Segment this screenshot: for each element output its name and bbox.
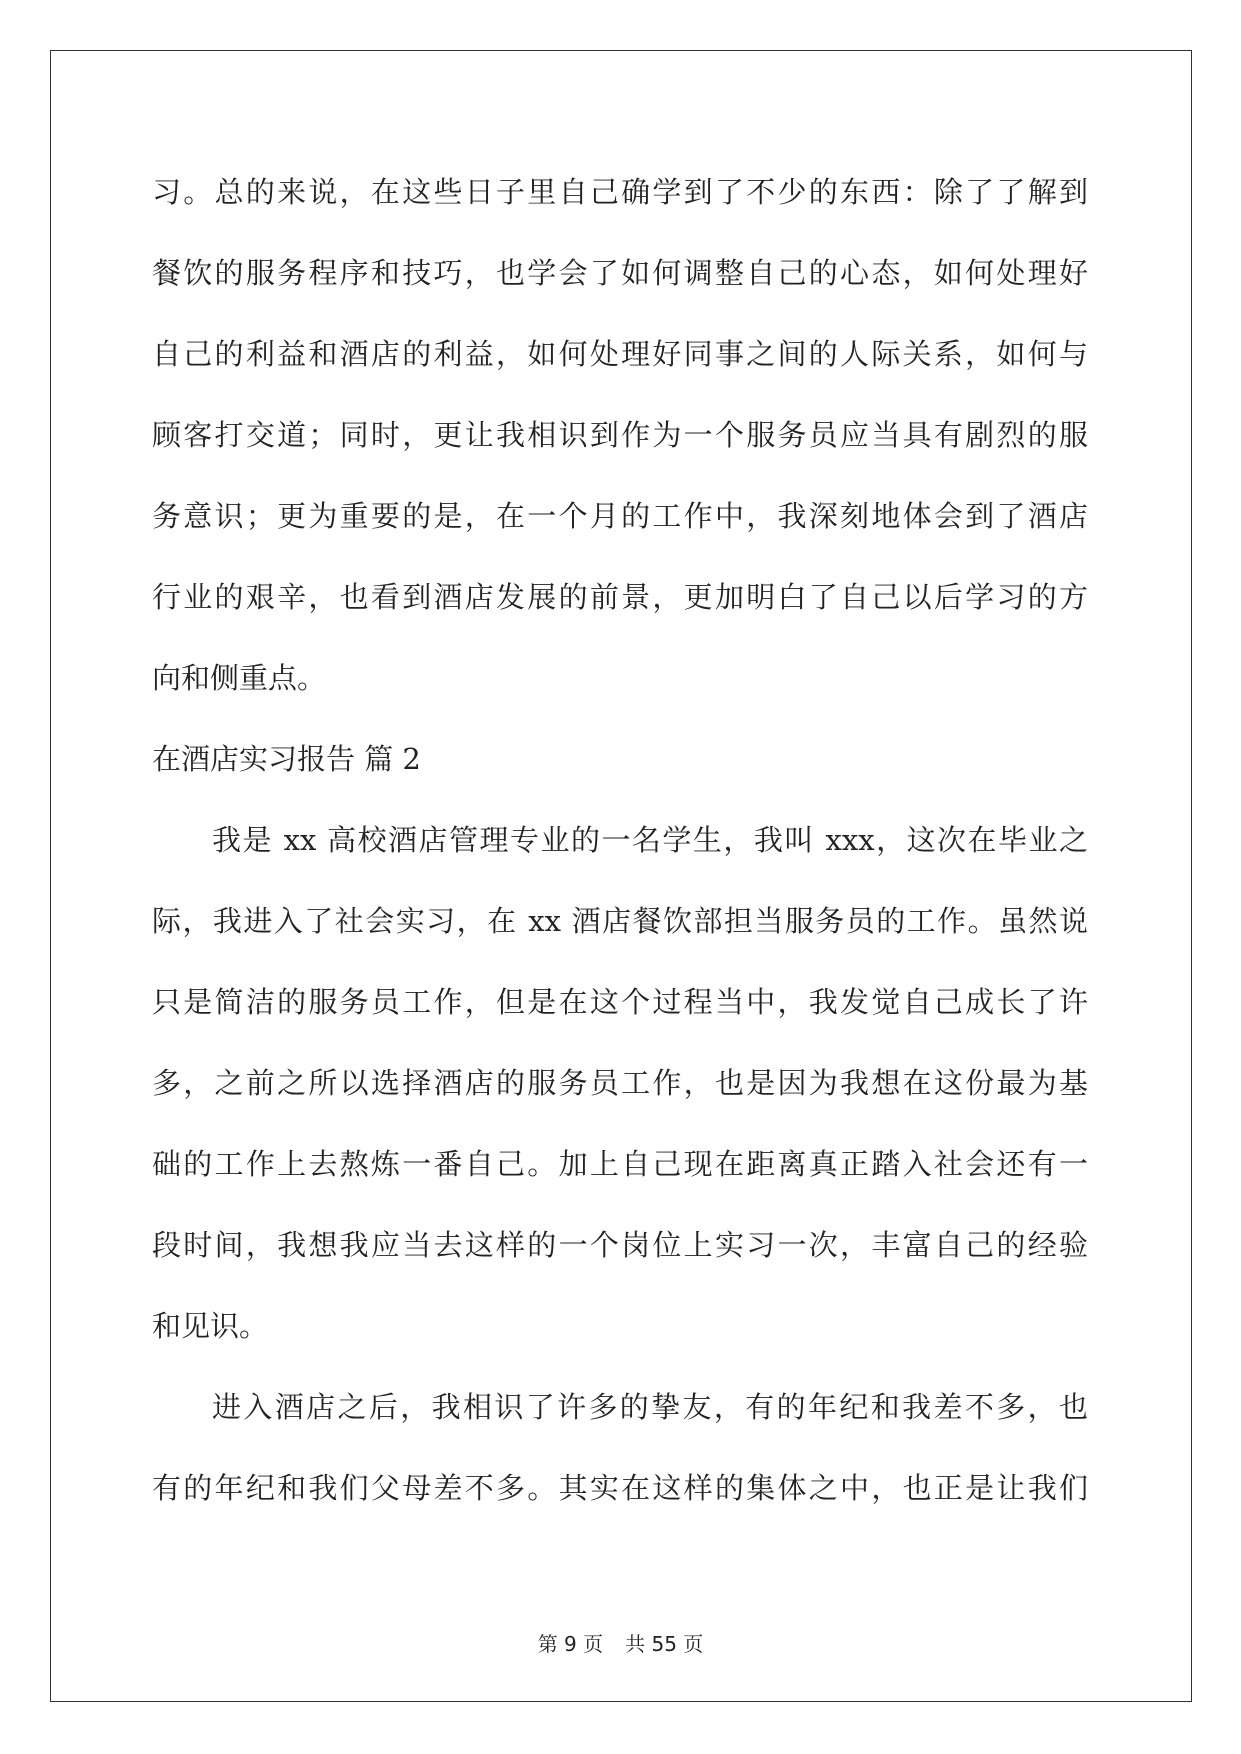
text-line: 顾客打交道；同时，更让我相识到作为一个服务员应当具有剧烈的服 (152, 418, 1088, 452)
section-heading: 在酒店实习报告 篇 2 (152, 742, 421, 776)
current-page-number: 第 9 页 (537, 1632, 604, 1656)
text-line: 只是简洁的服务员工作，但是在这个过程当中，我发觉自己成长了许 (152, 985, 1088, 1019)
total-page-count: 共 55 页 (625, 1632, 704, 1656)
text-line: 向和侧重点。 (152, 661, 327, 695)
text-line: 多，之前之所以选择酒店的服务员工作，也是因为我想在这份最为基 (152, 1066, 1088, 1100)
text-line: 础的工作上去熬炼一番自己。加上自己现在距离真正踏入社会还有一 (152, 1147, 1088, 1181)
paragraph-2 (152, 1377, 1088, 1539)
text-line: 段时间，我想我应当去这样的一个岗位上实习一次，丰富自己的经验 (152, 1228, 1088, 1262)
text-line: 际，我进入了社会实习，在 xx 酒店餐饮部担当服务员的工作。虽然说 (152, 904, 1088, 938)
text-line: 我是 xx 高校酒店管理专业的一名学生，我叫 xxx，这次在毕业之 (212, 823, 1088, 857)
text-line: 自己的利益和酒店的利益，如何处理好同事之间的人际关系，如何与 (152, 337, 1088, 371)
paragraph-continued (152, 162, 1088, 729)
document-body (152, 162, 1088, 1539)
text-line: 有的年纪和我们父母差不多。其实在这样的集体之中，也正是让我们 (152, 1471, 1088, 1505)
text-line: 和见识。 (152, 1309, 269, 1343)
page-footer (0, 1628, 1241, 1657)
text-line: 进入酒店之后，我相识了许多的挚友，有的年纪和我差不多，也 (212, 1390, 1088, 1424)
paragraph-1 (152, 810, 1088, 1377)
text-line: 餐饮的服务程序和技巧，也学会了如何调整自己的心态，如何处理好 (152, 256, 1088, 290)
text-line: 习。总的来说，在这些日子里自己确学到了不少的东西：除了了解到 (152, 175, 1088, 209)
text-line: 行业的艰辛，也看到酒店发展的前景，更加明白了自己以后学习的方 (152, 580, 1088, 614)
text-line: 务意识；更为重要的是，在一个月的工作中，我深刻地体会到了酒店 (152, 499, 1088, 533)
